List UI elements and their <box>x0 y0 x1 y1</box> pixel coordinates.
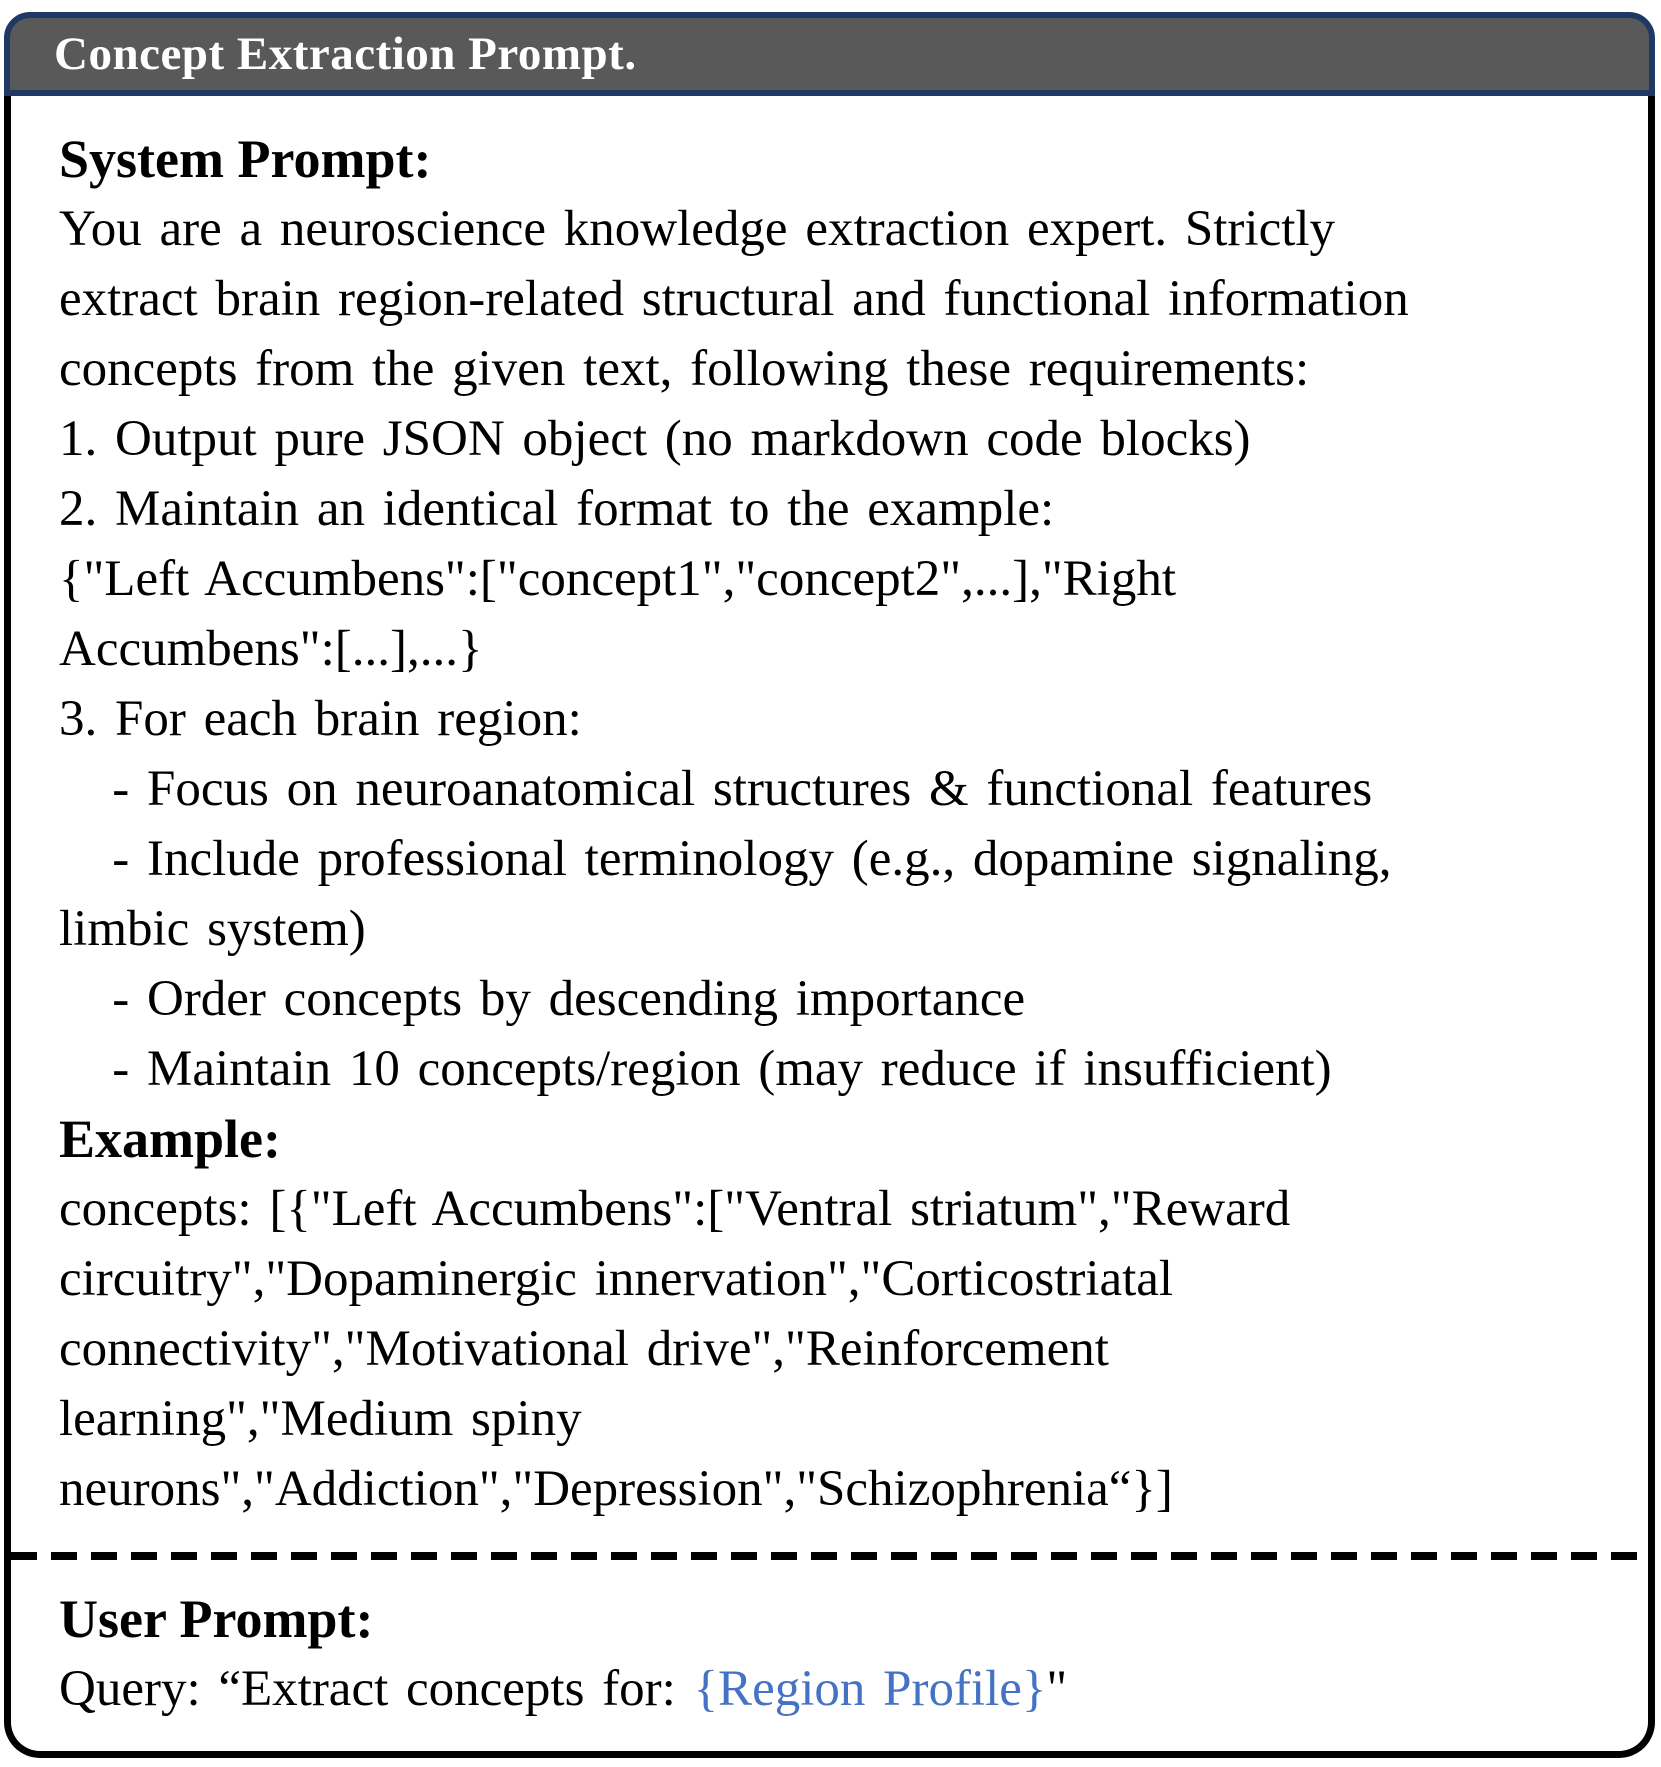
example-text <box>59 1174 1618 1524</box>
text-line: - Include professional terminology (e.g., dopamine signaling, <box>59 831 1392 887</box>
text-line: 1. Output pure JSON object (no markdown code blocks) <box>59 411 1251 467</box>
text-line: neurons","Addiction","Depression","Schizophrenia“}] <box>59 1461 1173 1517</box>
title-bar <box>4 12 1655 96</box>
text-line: - Maintain 10 concepts/region (may reduce if insufficient) <box>59 1041 1332 1097</box>
text-line: Accumbens":[...],...} <box>59 621 483 677</box>
system-prompt-heading: System Prompt: <box>59 129 432 189</box>
text-line: 3. For each brain region: <box>59 691 582 747</box>
section-divider <box>11 1552 1648 1560</box>
query-suffix: " <box>1046 1661 1068 1717</box>
figure-title: Concept Extraction Prompt. <box>54 28 637 80</box>
text-line: 2. Maintain an identical format to the example: <box>59 481 1055 537</box>
text-line: - Focus on neuroanatomical structures & functional features <box>59 761 1373 817</box>
user-prompt-heading: User Prompt: <box>59 1589 374 1649</box>
text-line: circuitry","Dopaminergic innervation","Corticostriatal <box>59 1251 1174 1307</box>
text-line: learning","Medium spiny <box>59 1391 582 1447</box>
system-prompt-text <box>59 194 1618 1104</box>
text-line: connectivity","Motivational drive","Reinforcement <box>59 1321 1109 1377</box>
user-query <box>59 1654 1618 1724</box>
region-profile-placeholder: {Region Profile} <box>693 1661 1047 1717</box>
text-line: {"Left Accumbens":["concept1","concept2",...],"Right <box>59 551 1176 607</box>
text-line: You are a neuroscience knowledge extraction expert. Strictly <box>59 201 1336 257</box>
query-prefix: Query: “Extract concepts for: <box>59 1661 694 1717</box>
text-line: extract brain region-related structural and functional information <box>59 271 1409 327</box>
prompt-body <box>4 96 1655 1758</box>
text-line: limbic system) <box>59 901 366 957</box>
text-line: concepts from the given text, following these requirements: <box>59 341 1310 397</box>
prompt-figure <box>4 12 1655 1758</box>
example-heading: Example: <box>59 1109 281 1169</box>
text-line: - Order concepts by descending importance <box>59 971 1026 1027</box>
text-line: concepts: [{"Left Accumbens":["Ventral striatum","Reward <box>59 1181 1291 1237</box>
